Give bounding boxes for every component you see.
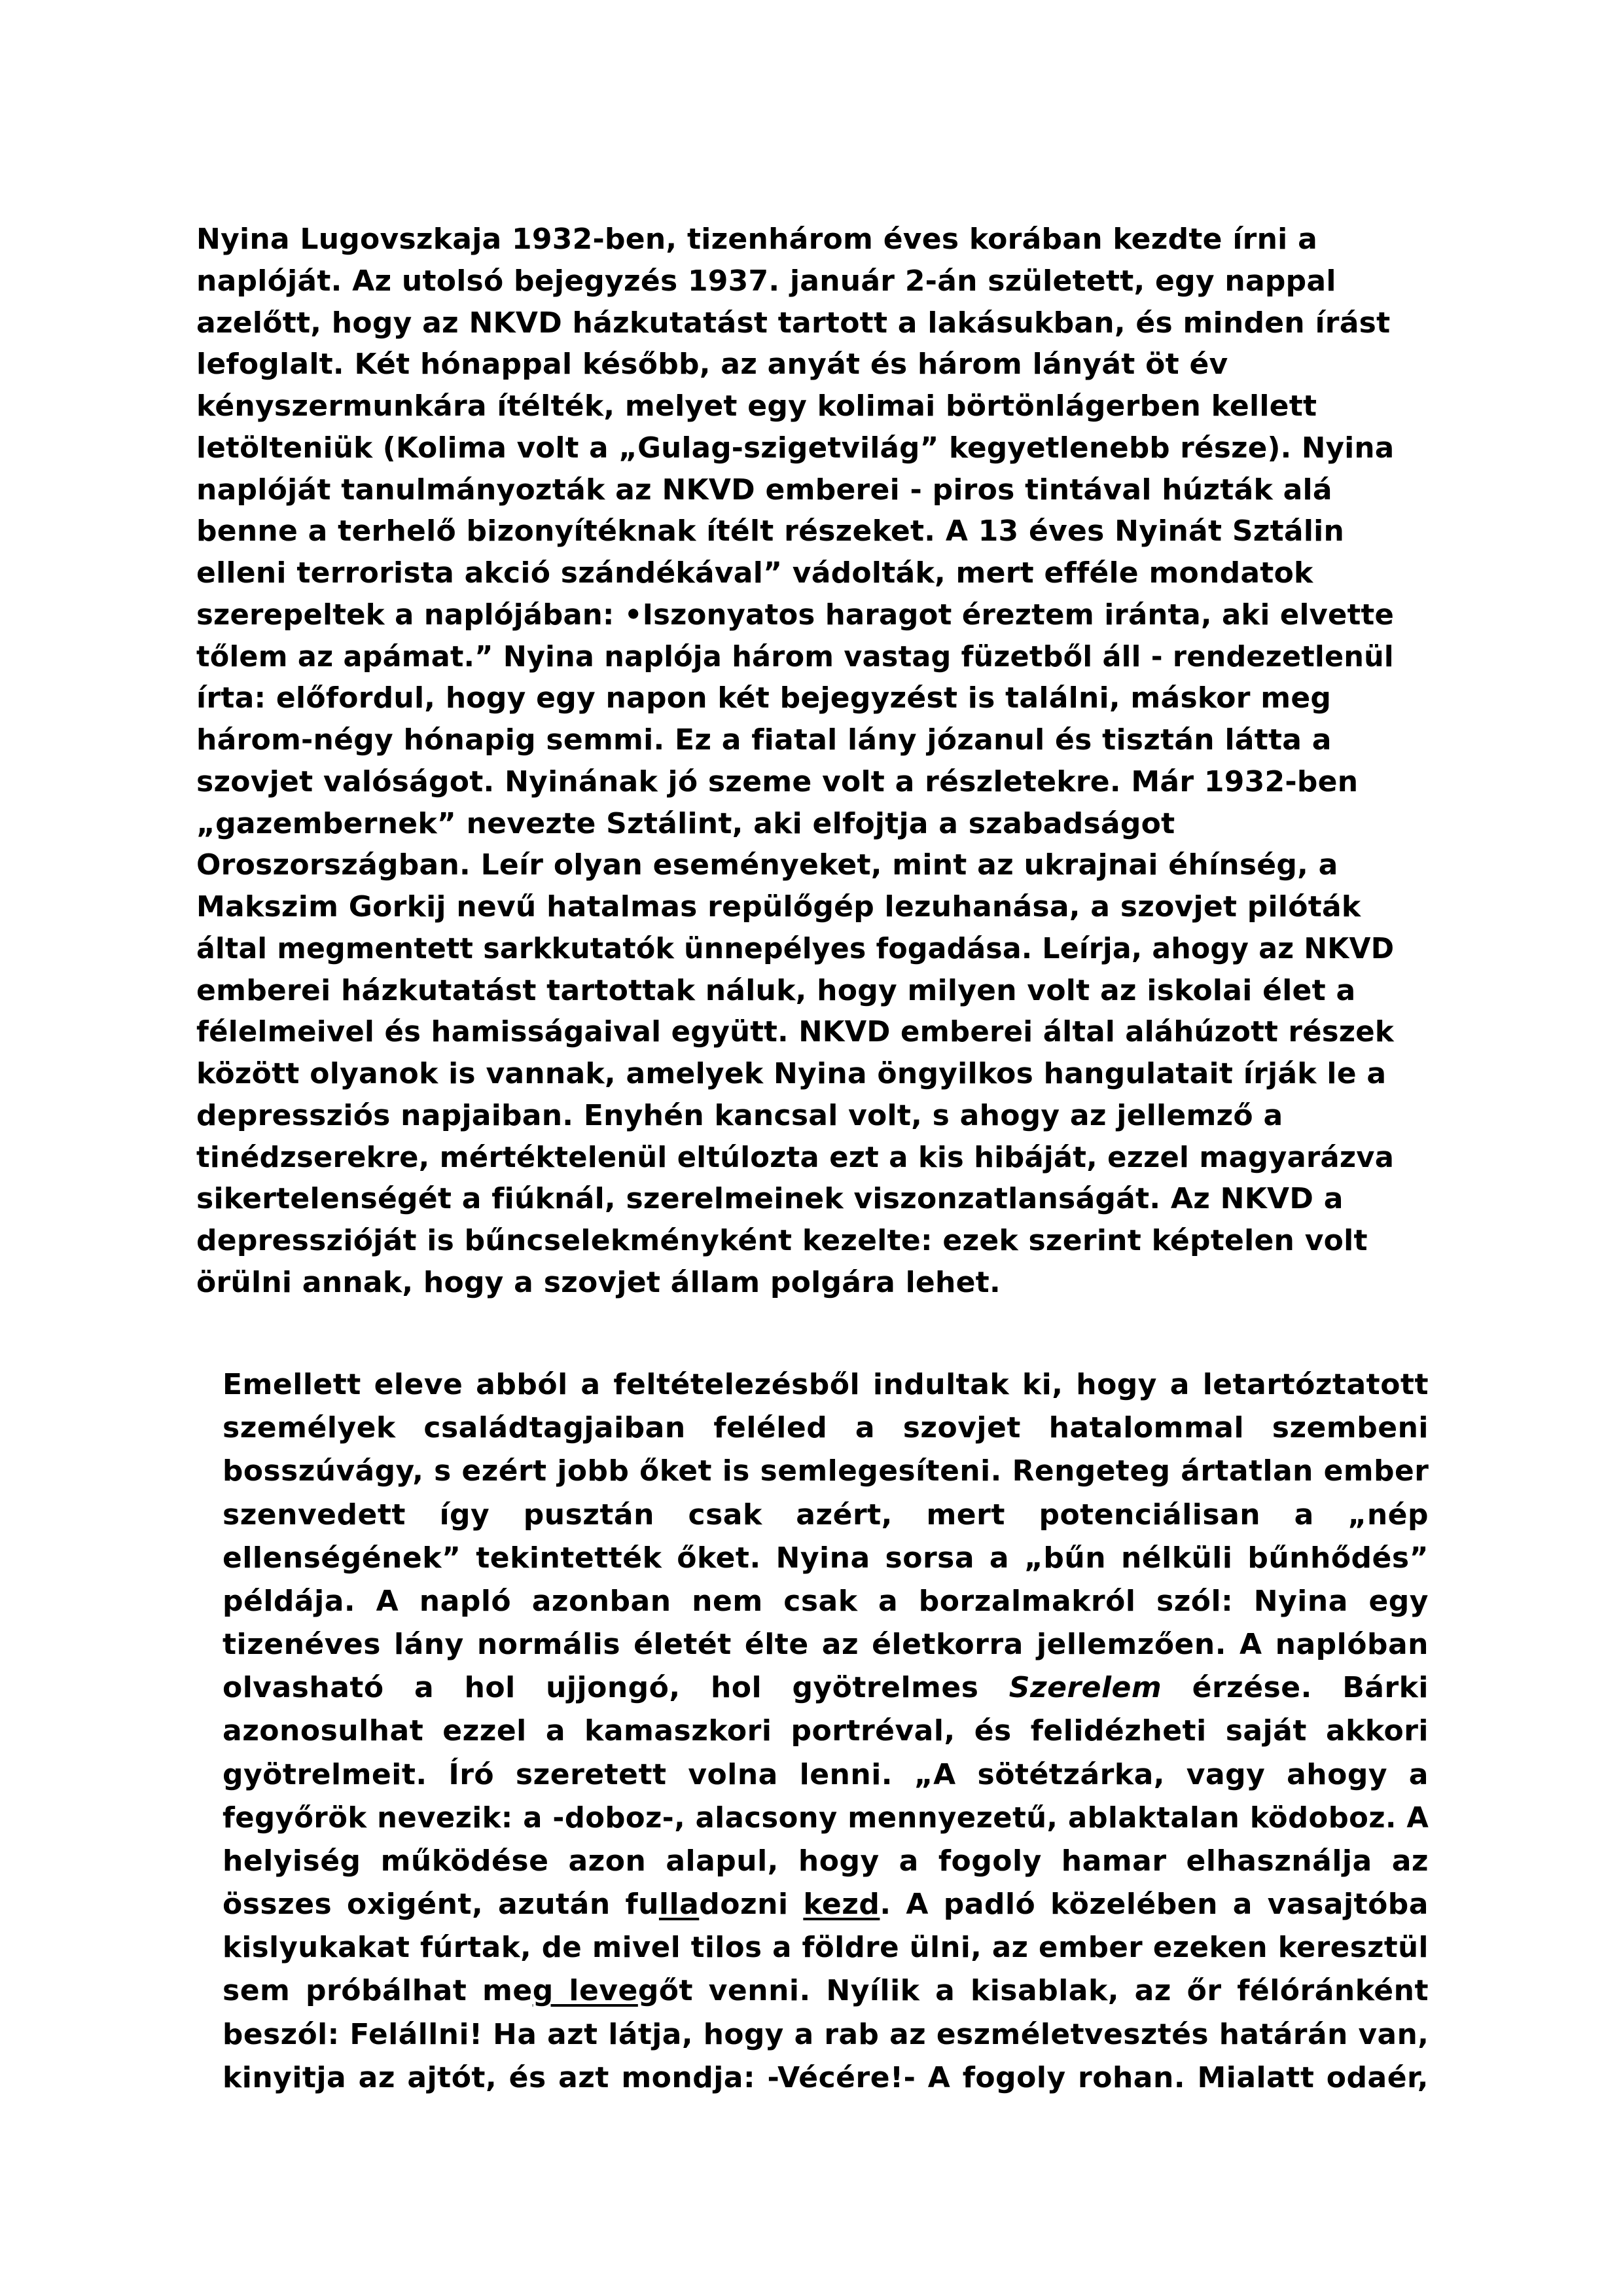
text-segment: példája. A napló azonban nem csak a borzalmakról szól: Nyina egy — [223, 1585, 1429, 1618]
underlined-segment: kezd — [803, 1888, 880, 1921]
text-line — [223, 1630, 1429, 1659]
text-line — [223, 1714, 1429, 1748]
text-line — [223, 1411, 1429, 1444]
text-line: sikertelenségét a fiúknál, szerelmeinek viszonzatlanságát. Az NKVD a — [196, 1182, 1344, 1215]
text-segment: ellenségének” tekintették őket. Nyina sorsa a „bűn nélküli bűnhődés” — [223, 1541, 1429, 1575]
text-line: tőlem az apámat.” Nyina naplója három vastag füzetből áll - rendezetlenül — [196, 640, 1394, 673]
text-segment: tizenéves lány normális életét élte az életkorra jellemzően. A naplóban — [223, 1628, 1429, 1661]
text-line — [223, 1931, 1429, 1964]
text-segment: sem próbálhat me — [223, 1974, 533, 2007]
text-segment: összes oxigént, azután fu — [223, 1888, 659, 1921]
text-line: kényszermunkára ítélték, melyet egy kolimai börtönlágerben kellett — [196, 389, 1317, 423]
text-line: írta: előfordul, hogy egy napon két bejegyzést is találni, máskor meg — [196, 681, 1332, 715]
text-segment: olvasható a hol ujjongó, hol gyötrelmes — [223, 1671, 1009, 1704]
text-segment: . A padló közelében a vasajtóba — [880, 1888, 1429, 1921]
text-line — [223, 1454, 1429, 1488]
text-line — [223, 1758, 1429, 1791]
text-line: Oroszországban. Leír olyan eseményeket, mint az ukrajnai éhínség, a — [196, 848, 1338, 882]
text-line: emberei házkutatást tartottak náluk, hogy milyen volt az iskolai élet a — [196, 974, 1356, 1007]
text-segment: dozni — [699, 1888, 804, 1921]
text-line: lefoglalt. Két hónappal később, az anyát és három lányát öt év — [196, 348, 1228, 381]
text-line — [223, 1671, 1429, 1704]
text-line: félelmeivel és hamisságaival együtt. NKVD emberei által aláhúzott részek — [196, 1015, 1394, 1049]
text-line — [223, 1498, 1429, 1532]
text-segment: bosszúvágy, s ezért jobb őket is semlegesíteni. Rengeteg ártatlan ember — [223, 1454, 1429, 1488]
underlined-segment: lla — [658, 1888, 700, 1921]
text-line — [223, 1368, 1429, 1401]
text-line: depresszióját is bűncselekményként kezelte: ezek szerint képtelen volt — [196, 1224, 1368, 1257]
text-line: Makszim Gorkij nevű hatalmas repülőgép lezuhanása, a szovjet pilóták — [196, 890, 1361, 924]
text-line — [223, 2018, 1429, 2051]
italic-segment: Szerelem — [1008, 1671, 1162, 1704]
text-line — [223, 1587, 1429, 1616]
text-line: „gazembernek” nevezte Sztálint, aki elfojtja a szabadságot — [196, 807, 1175, 840]
text-line: elleni terrorista akció szándékával” vádolták, mert efféle mondatok — [196, 556, 1313, 590]
text-segment: azonosulhat ezzel a kamaszkori portréval, és felidézheti saját akkori — [223, 1714, 1429, 1748]
text-line — [223, 2061, 1429, 2094]
text-line: által megmentett sarkkutatók ünnepélyes fogadása. Leírja, ahogy az NKVD — [196, 932, 1395, 965]
text-segment: gőt venni. Nyílik a kisablak, az őr félóránként — [637, 1974, 1429, 2007]
text-line: depressziós napjaiban. Enyhén kancsal volt, s ahogy az jellemző a — [196, 1099, 1283, 1132]
text-segment: Emellett eleve abból a feltételezésből indultak ki, hogy a letartóztatott — [223, 1368, 1429, 1401]
underlined-segment: g leve — [532, 1974, 638, 2007]
text-segment: beszól: Felállni! Ha azt látja, hogy a rab az eszméletvesztés határán van, — [223, 2018, 1429, 2051]
text-line: szovjet valóságot. Nyinának jó szeme volt a részletekre. Már 1932-ben — [196, 765, 1359, 798]
text-line: naplóját. Az utolsó bejegyzés 1937. január 2-án született, egy nappal — [196, 264, 1336, 298]
text-segment: helyiség működése azon alapul, hogy a fogoly hamar elhasználja az — [223, 1844, 1429, 1878]
text-segment: kislyukakat fúrtak, de mivel tilos a földre ülni, az ember ezeken keresztül — [223, 1931, 1429, 1964]
text-line: naplóját tanulmányozták az NKVD emberei - piros tintával húzták alá — [196, 473, 1332, 507]
text-line: tinédzserekre, mértéktelenül eltúlozta ezt a kis hibáját, ezzel magyarázva — [196, 1141, 1395, 1174]
text-line: letölteniük (Kolima volt a „Gulag-szigetvilág” kegyetlenebb része). Nyina — [196, 431, 1395, 465]
text-line — [223, 1890, 1429, 1919]
text-line — [223, 1974, 1429, 2007]
text-segment: személyek családtagjaiban feléled a szovjet hatalommal szembeni — [223, 1411, 1429, 1444]
text-segment: szenvedett így pusztán csak azért, mert potenciálisan a „nép — [223, 1498, 1429, 1532]
text-line: Nyina Lugovszkaja 1932-ben, tizenhárom éves korában kezdte írni a — [196, 223, 1318, 256]
text-line: azelőtt, hogy az NKVD házkutatást tartott a lakásukban, és minden írást — [196, 306, 1391, 340]
text-line — [223, 1844, 1429, 1878]
text-segment: fegyőrök nevezik: a -doboz-, alacsony mennyezetű, ablaktalan ködoboz. A — [223, 1801, 1429, 1835]
text-line: között olyanok is vannak, amelyek Nyina öngyilkos hangulatait írják le a — [196, 1057, 1387, 1090]
text-line — [223, 1801, 1429, 1835]
text-line: örülni annak, hogy a szovjet állam polgára lehet. — [196, 1266, 1001, 1299]
text-segment: érzése. Bárki — [1162, 1671, 1429, 1704]
text-segment: kinyitja az ajtót, és azt mondja: -Vécére!- A fogoly rohan. Mialatt odaér, — [223, 2061, 1429, 2094]
text-segment: gyötrelmeit. Író szeretett volna lenni. „A sötétzárka, vagy ahogy a — [223, 1758, 1429, 1791]
text-line — [223, 1541, 1429, 1575]
text-line: szerepeltek a naplójában: •Iszonyatos haragot éreztem iránta, aki elvette — [196, 598, 1395, 632]
text-line: három-négy hónapig semmi. Ez a fiatal lány józanul és tisztán látta a — [196, 723, 1332, 757]
text-line: benne a terhelő bizonyítéknak ítélt részeket. A 13 éves Nyinát Sztálin — [196, 514, 1345, 548]
